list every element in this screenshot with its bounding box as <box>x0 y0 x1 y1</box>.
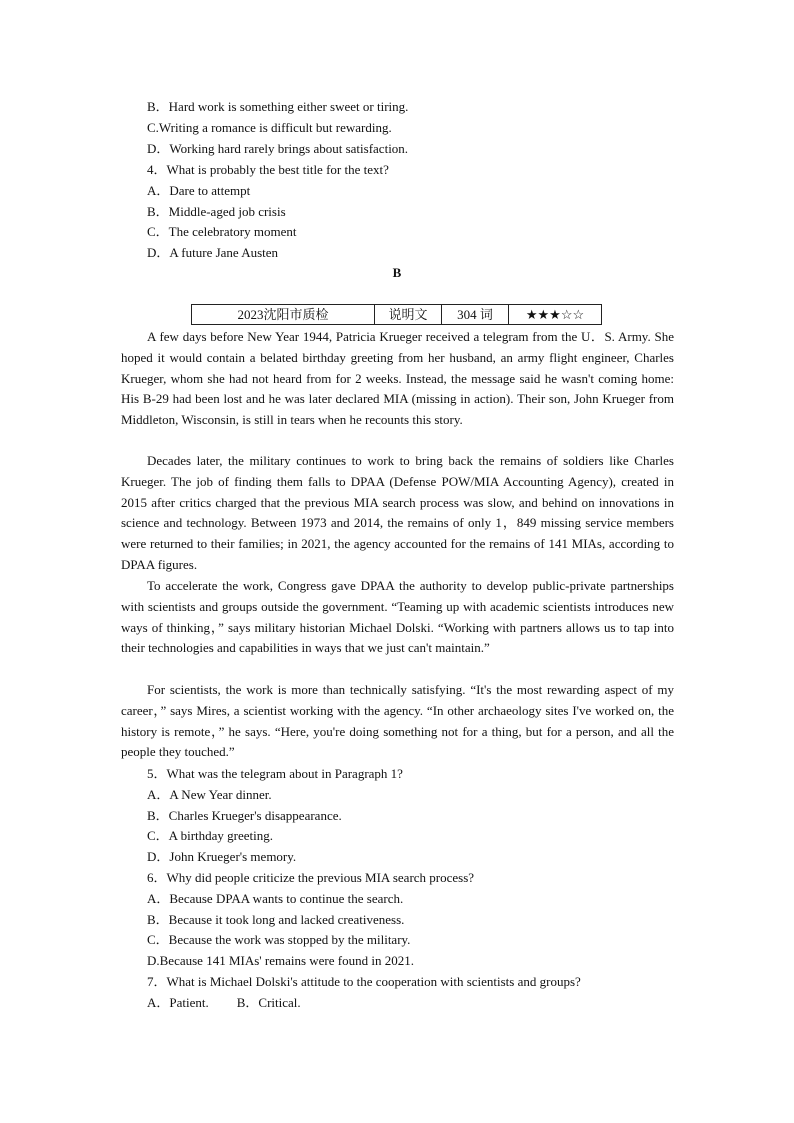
q7-option-a: A．Patient. <box>147 995 209 1010</box>
passage-paragraph-1: A few days before New Year 1944, Patricia Krueger received a telegram from the U．S. Army. She hoped it would contain a belated birthday greeting from her husband, an army flight engineer, Charles Krueger, whom she had not heard from for 2 weeks. Instead, the message said he wasn't coming home: His B-29 had been lost and he was later declared MIA (missing in action). Their son, John Krueger from Middleton, Wisconsin, is still in tears when he recounts this story. <box>121 329 674 428</box>
word-count-cell: 304 词 <box>442 305 509 325</box>
q7-question: 7．What is Michael Dolski's attitude to the cooperation with scientists and groups? <box>147 974 581 989</box>
q4-option-c: C．The celebratory moment <box>147 224 297 239</box>
q7-options-row <box>147 993 301 1013</box>
q6-question: 6．Why did people criticize the previous MIA search process? <box>147 870 475 885</box>
passage-info-table <box>191 304 602 325</box>
q6-option-d: D.Because 141 MIAs' remains were found in 2021. <box>147 953 414 968</box>
q7-option-b: B．Critical. <box>236 995 301 1010</box>
q4-option-d: D．A future Jane Austen <box>147 245 279 260</box>
q5-option-d: D．John Krueger's memory. <box>147 849 297 864</box>
q3-option-c: C.Writing a romance is difficult but rewarding. <box>147 120 392 135</box>
difficulty-cell: ★★★☆☆ <box>509 305 602 325</box>
q5-question: 5．What was the telegram about in Paragraph 1? <box>147 766 403 781</box>
passage-paragraph-2: Decades later, the military continues to work to bring back the remains of soldiers like Charles Krueger. The job of finding them falls to DPAA (Defense POW/MIA Accounting Agency), created in 2015 after critics charged that the previous MIA search process was slow, and behind on innovations in science and technology. Between 1973 and 2014, the remains of only 1，849 missing service members were returned to their families; in 2021, the agency accounted for the remains of 141 MIAs, according to DPAA figures. <box>121 453 674 572</box>
source-cell: 2023沈阳市质检 <box>192 305 375 325</box>
q4-option-a: A．Dare to attempt <box>147 183 251 198</box>
q4-option-b: B．Middle-aged job crisis <box>147 204 286 219</box>
q3-option-b: B．Hard work is something either sweet or tiring. <box>147 99 409 114</box>
q6-option-c: C．Because the work was stopped by the military. <box>147 932 411 947</box>
q5-option-b: B．Charles Krueger's disappearance. <box>147 808 342 823</box>
q5-option-c: C．A birthday greeting. <box>147 828 274 843</box>
passage-paragraph-3: To accelerate the work, Congress gave DPAA the authority to develop public-private partnerships with scientists and groups outside the government. “Teaming up with academic scientists introduces new ways of thinking，” says military historian Michael Dolski. “Working with partners allows us to tap into their technologies and capabilities in ways that we just can't maintain.” <box>121 578 674 656</box>
passage-paragraph-4: For scientists, the work is more than technically satisfying. “It's the most rewarding aspect of my career，” says Mires, a scientist working with the agency. “In other archaeology sites I've worked on, the history is remote，” he says. “Here, you're doing something not for a thing, but for a person, and all the people they touched.” <box>121 682 674 760</box>
q3-option-d: D．Working hard rarely brings about satisfaction. <box>147 141 409 156</box>
q4-question: 4．What is probably the best title for the text? <box>147 162 389 177</box>
genre-cell: 说明文 <box>375 305 442 325</box>
q5-option-a: A．A New Year dinner. <box>147 787 272 802</box>
section-letter: B <box>392 265 402 280</box>
q6-option-a: A．Because DPAA wants to continue the search. <box>147 891 404 906</box>
q6-option-b: B．Because it took long and lacked creativeness. <box>147 912 405 927</box>
